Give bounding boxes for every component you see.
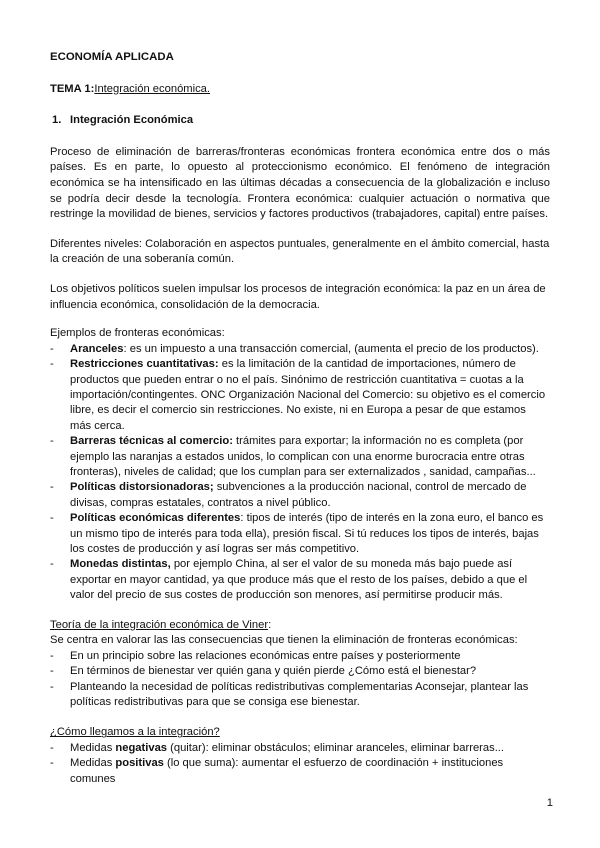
dash-bullet: -: [50, 481, 54, 494]
list-item: [50, 741, 550, 756]
list-item: [50, 664, 550, 679]
measure-prefix: Medidas: [70, 742, 116, 755]
section-number: 1.: [52, 114, 62, 127]
paragraph-levels: Diferentes niveles: Colaboración en aspectos puntuales, generalmente en el ámbito comercial, hasta la creación de una soberanía común.: [50, 237, 550, 266]
dash-bullet: -: [50, 512, 54, 525]
term: Políticas económicas diferentes: [70, 512, 241, 525]
term: Barreras técnicas al comercio:: [70, 435, 233, 448]
viner-list: [50, 649, 550, 711]
paragraph-objectives: Los objetivos políticos suelen impulsar los procesos de integración económica: la paz en un área de influencia económica, consolidación de la democracia.: [50, 282, 546, 311]
topic-line: [50, 82, 550, 98]
viner-heading: [50, 618, 550, 634]
section-title: Integración Económica: [70, 114, 194, 127]
measure-type: positivas: [115, 757, 164, 770]
list-item-text: En un principio sobre las relaciones económicas entre países y posteriormente: [70, 649, 461, 662]
term-description: : es un impuesto a una transacción comercial, (aumenta el precio de los productos).: [123, 342, 539, 355]
term: Políticas distorsionadoras;: [70, 481, 214, 494]
list-item: [50, 756, 550, 787]
dash-bullet: -: [50, 757, 54, 770]
list-item-text: En términos de bienestar ver quién gana y quién pierde ¿Cómo está el bienestar?: [70, 665, 477, 678]
list-item: [50, 680, 550, 711]
measure-type: negativas: [115, 742, 168, 755]
topic-name: Integración económica.: [94, 82, 211, 95]
list-item: [50, 649, 550, 664]
list-item: [50, 557, 550, 603]
dash-bullet: -: [50, 342, 54, 355]
section-heading: [50, 113, 550, 129]
dash-bullet: -: [50, 558, 54, 571]
examples-label: Ejemplos de fronteras económicas:: [50, 327, 225, 340]
dash-bullet: -: [50, 358, 54, 371]
viner-title: Teoría de la integración económica de Viner: [50, 618, 269, 631]
document-body: [50, 50, 550, 787]
dash-bullet: -: [50, 435, 54, 448]
integration-question: [50, 725, 550, 741]
viner-colon: :: [268, 618, 272, 631]
list-item: [50, 511, 550, 557]
list-item: [50, 480, 550, 511]
term: Aranceles: [70, 342, 124, 355]
dash-bullet: -: [50, 649, 54, 662]
term-description: es la limitación de la cantidad de importaciones, número de productos que pueden entrar o no el país. Sinónimo de restricción cuantitativa = cuotas a la importación/contingentes. ONC Organización Nacional del Comercio: su objetivo es el comercio libre, es decir el comercio sin restricciones. No existe, ni en Europa a pesar de que estamos más cerca.: [70, 358, 546, 432]
term-description: trámites para exportar; la información no es completa (por ejemplo las naranjas a estados unidos, lo complican con una enorme burocracia entre otras fronteras), niveles de calidad; que los cumplan para ser externalizados , sanidad, campañas...: [70, 435, 536, 478]
term-description: : tipos de interés (tipo de interés en la zona euro, el banco es un mismo tipo de interés para toda ella), presión fiscal. Si tú reduces los tipos de interés, bajas los costes de producción y así logras ser más competitivo.: [70, 512, 544, 555]
list-item: [50, 357, 550, 434]
list-item-text: Planteando la necesidad de políticas redistributivas complementarias Aconsejar, plantear las políticas redistributivas para que se consiga ese bienestar.: [70, 680, 529, 709]
term-description: por ejemplo China, al ser el valor de su moneda más bajo puede así exportar en mayor cantidad, ya que produce más que el resto de los países, debido a que el valor del precio de sus costes de producción son menores, así permitirse producir más.: [70, 558, 528, 602]
topic-label: TEMA 1:: [50, 82, 95, 95]
list-item: [50, 342, 550, 357]
integration-question-text: ¿Cómo llegamos a la integración?: [50, 726, 220, 739]
term: Restricciones cuantitativas:: [70, 358, 219, 371]
paragraph-definition: Proceso de eliminación de barreras/fronteras económicas frontera económica entre dos o más países. Es en parte, lo opuesto al proteccionismo económico. El fenómeno de integración económica se ha intensificado en las últimas décadas a consecuencia de la globalización e incluso se podría decir desde la tecnología. Frontera económica: cualquier actuación o normativa que restringe la movilidad de bienes, servicios y factores productivos (trabajadores, capital) entre países.: [50, 145, 550, 221]
examples-list: [50, 342, 550, 604]
measure-prefix: Medidas: [70, 757, 116, 770]
viner-intro: Se centra en valorar las las consecuencias que tienen la eliminación de fronteras económicas:: [50, 634, 518, 647]
term: Monedas distintas,: [70, 558, 171, 571]
measures-list: [50, 741, 550, 787]
term-description: subvenciones a la producción nacional, control de mercado de divisas, compras estatales, contratos a nivel público.: [70, 481, 527, 509]
list-item: [50, 434, 550, 480]
page-number: 1: [546, 797, 553, 809]
dash-bullet: -: [50, 680, 54, 693]
dash-bullet: -: [50, 742, 54, 755]
document-title: ECONOMÍA APLICADA: [50, 51, 174, 63]
measure-description: (lo que suma): aumentar el esfuerzo de coordinación + instituciones comunes: [70, 757, 504, 785]
measure-description: (quitar): eliminar obstáculos; eliminar aranceles, eliminar barreras...: [167, 742, 505, 755]
dash-bullet: -: [50, 665, 54, 678]
